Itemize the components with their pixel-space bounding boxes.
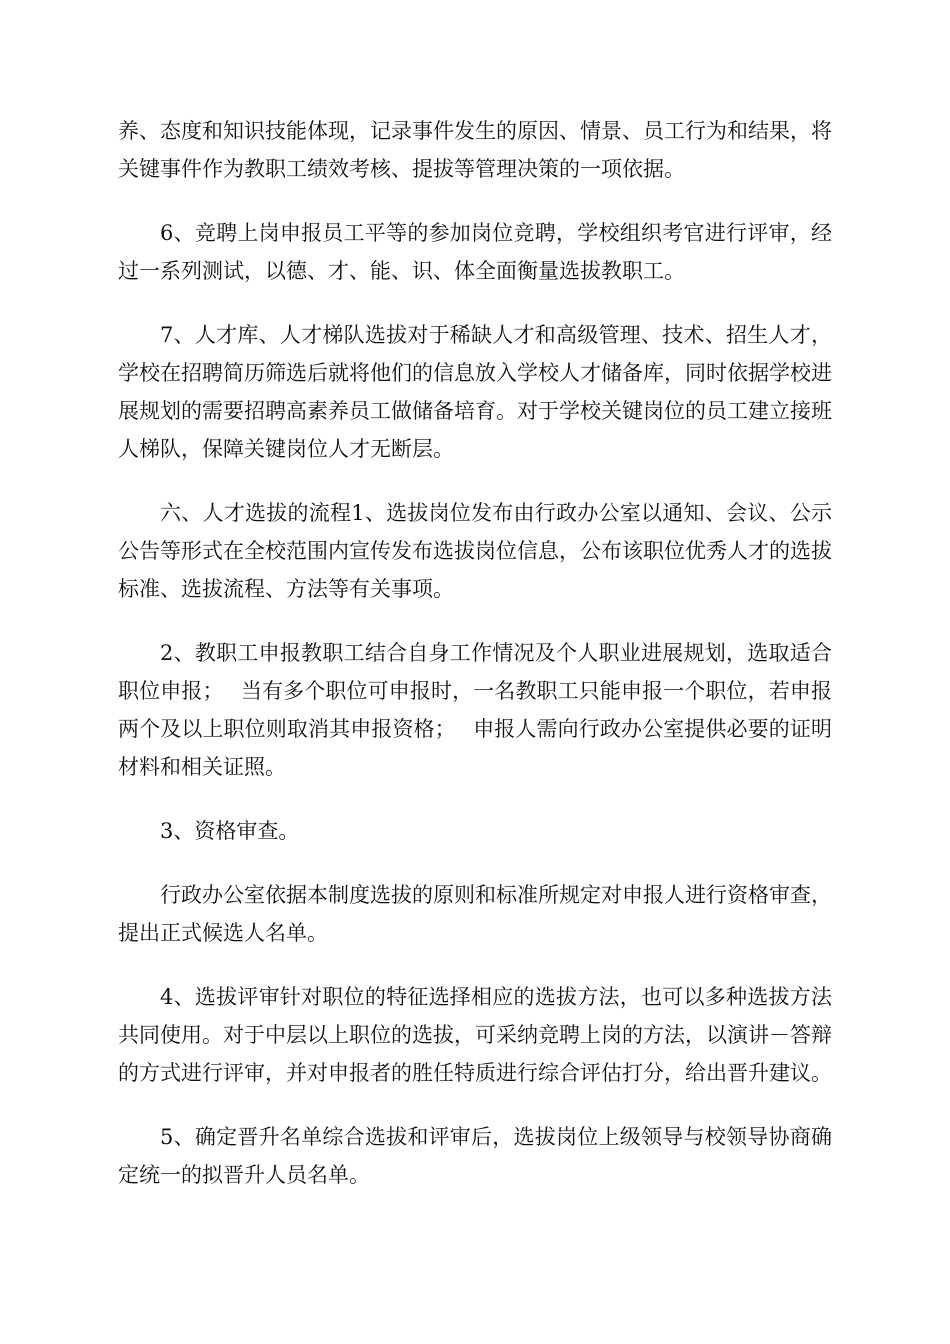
paragraph-9: 5、确定晋升名单综合选拔和评审后，选拔岗位上级领导与校领导协商确定统一的拟晋升人员名单。 <box>118 1125 832 1187</box>
paragraph-8: 4、选拔评审针对职位的特征选择相应的选拔方法，也可以多种选拔方法共同使用。对于中层以上职位的选拔，可采纳竞聘上岗的方法，以演讲－答辩的方式进行评审，并对申报者的胜任特质进行综合评估打分，给出晋升建议。 <box>118 985 832 1085</box>
paragraph-3: 7、人才库、人才梯队选拔对于稀缺人才和高级管理、技术、招生人才，学校在招聘简历筛选后就将他们的信息放入学校人才储备库，同时依据学校进展规划的需要招聘高素养员工做储备培育。对于学校关键岗位的员工建立接班人梯队，保障关键岗位人才无断层。 <box>118 323 832 461</box>
paragraph-2: 6、竞聘上岗申报员工平等的参加岗位竞聘，学校组织考官进行评审，经过一系列测试，以德、才、能、识、体全面衡量选拔教职工。 <box>118 221 832 283</box>
paragraph-5: 2、教职工申报教职工结合自身工作情况及个人职业进展规划，选取适合职位申报； 当有多个职位可申报时，一名教职工只能申报一个职位，若申报两个及以上职位则取消其申报资格； 申报人需向行政办公室提供必要的证明材料和相关证照。 <box>118 641 832 779</box>
paragraph-6: 3、资格审查。 <box>160 819 300 843</box>
paragraph-7: 行政办公室依据本制度选拔的原则和标准所规定对申报人进行资格审查，提出正式候选人名单。 <box>118 883 832 945</box>
paragraph-1: 养、态度和知识技能体现，记录事件发生的原因、情景、员工行为和结果，将关键事件作为教职工绩效考核、提拔等管理决策的一项依据。 <box>118 119 832 181</box>
paragraph-4: 六、人才选拔的流程1、选拔岗位发布由行政办公室以通知、会议、公示公告等形式在全校范围内宣传发布选拔岗位信息，公布该职位优秀人才的选拔标准、选拔流程、方法等有关事项。 <box>118 501 832 601</box>
